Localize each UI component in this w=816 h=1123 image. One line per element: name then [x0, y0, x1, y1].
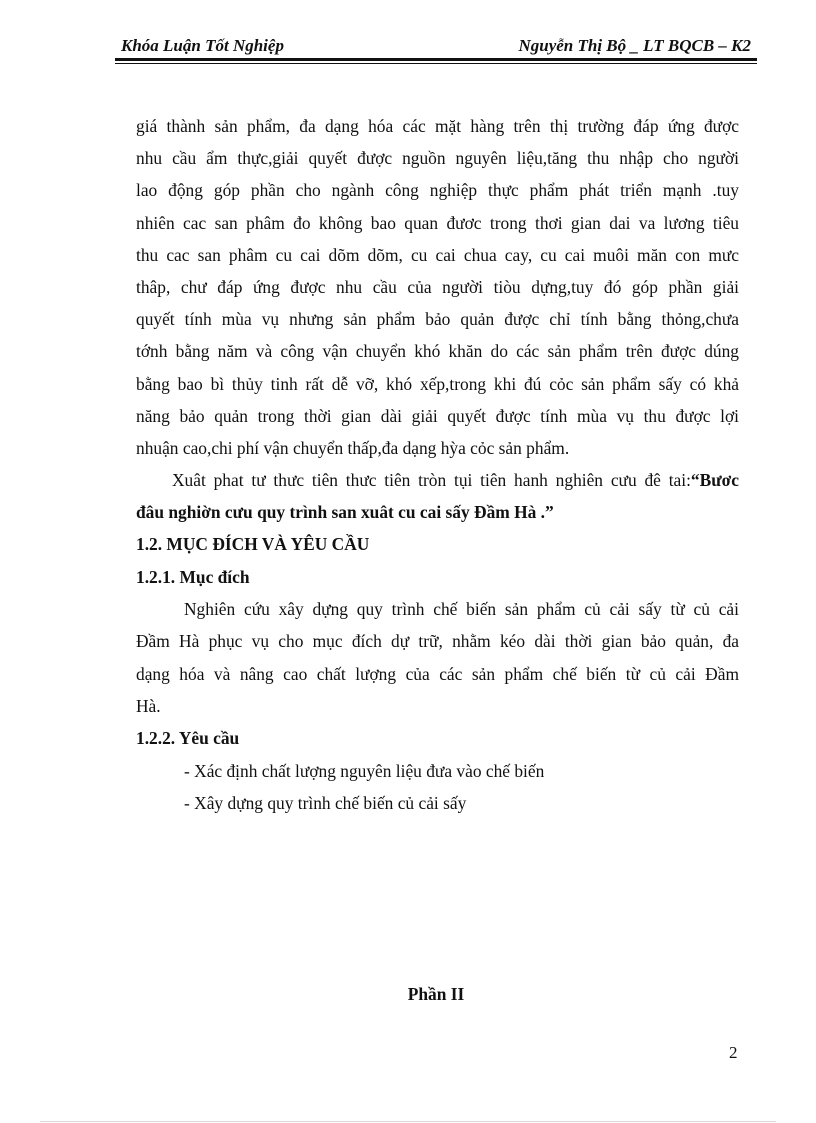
- paragraph-line: thu cac san phâm cu cai dõm dõm, cu cai chua cay, cu cai muôi măn con mưc: [136, 244, 739, 265]
- header-rule-thick: [115, 58, 757, 61]
- purpose-line: dạng hóa và nâng cao chất lượng của các sản phẩm chế biến từ củ cải Đầm: [136, 663, 739, 684]
- body-text: [136, 110, 739, 819]
- paragraph-line: nhuận cao,chi phí vận chuyển thấp,đa dạng hỳa cỏc sản phẩm.: [136, 437, 570, 458]
- paragraph2-text: Xuât phat tư thưc tiên thưc tiên tròn tụi tiên hanh nghiên cưu đê tai:: [172, 470, 691, 491]
- paragraph2-title-start: “Bươc: [690, 470, 739, 491]
- paragraph-line: năng bảo quản trong thời gian dài giải quyết được tính mùa vụ thu được lợi: [136, 405, 739, 426]
- purpose-line: Nghiên cứu xây dựng quy trình chế biến sản phẩm củ cải sấy từ củ cải: [184, 599, 739, 620]
- requirement-item: - Xác định chất lượng nguyên liệu đưa vào chế biến: [184, 760, 545, 781]
- paragraph-line: giá thành sản phẩm, đa dạng hóa các mặt hàng trên thị trường đáp ứng được: [136, 116, 739, 136]
- purpose-line: Đầm Hà phục vụ cho mục đích dự trữ, nhằm kéo dài thời gian bảo quản, đa: [136, 631, 739, 652]
- header-author: Nguyễn Thị Bộ _ LT BQCB – K2: [518, 36, 751, 55]
- paragraph2-line1: [136, 464, 739, 496]
- paragraph-line: lao động góp phần cho ngành công nghiệp thực phẩm phát triển mạnh .tuy: [136, 180, 739, 201]
- paragraph-line: quyết tính mùa vụ nhưng sản phẩm bảo quản được chỉ tính bằng thỏng,chưa: [136, 309, 739, 330]
- subsection-heading-requirements: 1.2.2. Yêu cầu: [136, 727, 240, 748]
- header-title: Khóa Luận Tốt Nghiệp: [121, 36, 284, 55]
- subsection-heading-purpose: 1.2.1. Mục đích: [136, 566, 250, 587]
- part-title: Phần II: [407, 984, 465, 1004]
- page-number: 2: [729, 1043, 738, 1062]
- paragraph-line: thâp, chư đáp ứng được nhu cầu của người tiòu dựng,tuy đó góp phần giải: [136, 276, 739, 297]
- page-header: [115, 32, 757, 58]
- page-bottom-edge: [40, 1121, 776, 1122]
- paragraph-line: bằng bao bì thủy tinh rất dễ vỡ, khó xếp,trong khi đú cỏc sản phẩm sấy có khả: [136, 373, 739, 394]
- requirement-item: - Xây dựng quy trình chế biến củ cải sấy: [184, 792, 467, 813]
- purpose-line: Hà.: [136, 695, 161, 716]
- paragraph2-title-end: đâu nghiờn cưu quy trình san xuât cu cai sấy Đầm Hà .”: [136, 502, 554, 523]
- paragraph-line: nhiên cac san phâm đo không bao quan đươc trong thơi gian dai va lương tiêu: [136, 212, 739, 233]
- header-rule-thin: [115, 63, 757, 64]
- section-heading: 1.2. MỤC ĐÍCH VÀ YÊU CẦU: [136, 534, 370, 555]
- paragraph-line: nhu cầu ẩm thực,giải quyết được nguồn nguyên liệu,tăng thu nhập cho người: [136, 148, 739, 169]
- paragraph-line: tớnh bằng năm và công vận chuyển khó khăn do các sản phẩm trên được dúng: [136, 341, 739, 362]
